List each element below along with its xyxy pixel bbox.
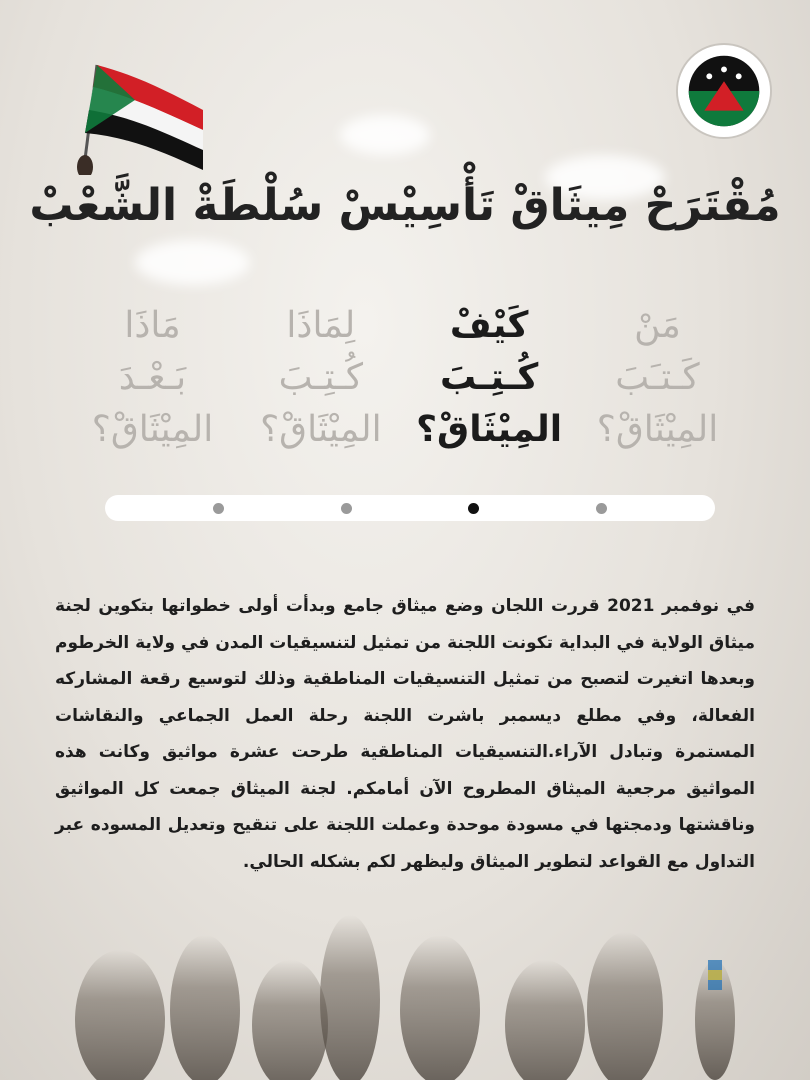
cloud-decoration — [340, 115, 430, 155]
step-line: المِيْثَاقْ؟ — [596, 409, 719, 450]
step-line: كَـتـَبَ — [615, 357, 700, 398]
step-who-wrote[interactable] — [575, 300, 740, 456]
pager-dot[interactable] — [213, 503, 224, 514]
step-line: المِيْثَاقْ؟ — [416, 409, 563, 450]
step-line: المِيْثَاقْ؟ — [260, 409, 382, 450]
committee-logo-icon — [675, 42, 773, 140]
sudan-flag-icon — [75, 55, 210, 175]
cloud-decoration — [135, 240, 250, 285]
step-line: المِيْثَاقْ؟ — [91, 409, 214, 450]
step-line: مَنْ — [634, 305, 681, 346]
step-line: كُـتِـبَ — [278, 357, 364, 398]
step-line: بَـعْـدَ — [118, 357, 187, 398]
step-after-charter[interactable] — [70, 300, 235, 456]
pager-dot[interactable] — [596, 503, 607, 514]
step-line: لِمَاذَا — [286, 305, 356, 346]
page-indicator — [105, 495, 715, 521]
step-why-written[interactable] — [238, 300, 403, 456]
step-line: مَاذَا — [124, 305, 181, 346]
step-how-written[interactable] — [407, 300, 572, 456]
charter-description: في نوفمبر 2021 قررت اللجان وضع ميثاق جامع وبدأت أولى خطواتها بتكوين لجنة ميثاق الولاية في البداية تكونت اللجنة من تمثيل لتنسيقيات المدن في ولاية الخرطوم وبعدها اتغيرت لتصبح من تمثيل التنسيقيات المناطقية وذلك لتوسيع رقعة المشاركه الفعالة، وفي مطلع ديسمبر باشرت اللجنة رحلة العمل الجماعي والنقاشات المستمرة وتبادل الآراء.التنسيقيات المناطقية طرحت عشرة مواثيق وكانت هذه المواثيق مرجعية الميثاق المطروح الآن أمامكم. لجنة الميثاق جمعت كل المواثيق وناقشتها ودمجتها في مسودة موحدة وعملت اللجنة على تنقيح وتعديل المسوده عبر التداول مع القواعد لتطوير الميثاق وليظهر لكم بشكله الحالي. — [55, 596, 755, 872]
page-title: مُقْتَرَحْ مِيثَاقْ تَأْسِيْسْ سُلْطَةْ الشَّعْبْ — [29, 180, 781, 231]
step-line: كَيْفْ — [449, 305, 529, 346]
crowd-illustration — [0, 890, 810, 1080]
steps-nav — [70, 300, 740, 456]
pager-dot-active[interactable] — [468, 503, 479, 514]
step-line: كُـتِـبَ — [439, 357, 539, 398]
pager-dot[interactable] — [341, 503, 352, 514]
